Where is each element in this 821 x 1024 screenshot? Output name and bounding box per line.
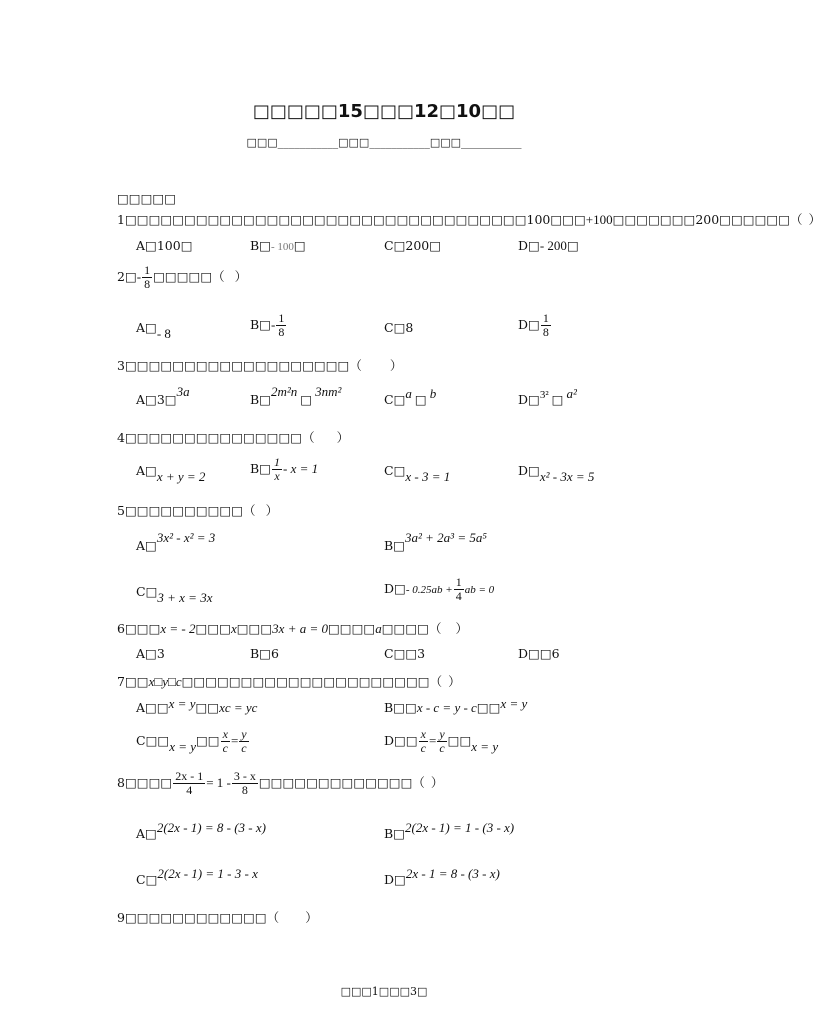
- option-value: - 8: [156, 326, 171, 341]
- q4-text: 4□□□□□□□□□□□□□□□（: [117, 430, 315, 445]
- option-term: 3nm²: [315, 384, 342, 399]
- q5-text: 5□□□□□□□□□□（: [117, 503, 256, 518]
- q6-option-b[interactable]: B□6: [250, 646, 279, 661]
- q3-option-b[interactable]: [250, 384, 342, 408]
- option-value: - 200: [539, 238, 567, 253]
- option-fraction: $\frac{1}{4}$: [455, 575, 462, 603]
- q1-text-a: 1□□□□□□□□□□□□□□□□□□□□□□□□□□□□□□□□□□100□□□: [117, 212, 586, 227]
- option-label: A□: [136, 320, 157, 335]
- q8-option-b[interactable]: [384, 820, 515, 842]
- q2-option-c[interactable]: C□8: [384, 320, 414, 335]
- q3-text: 3□□□□□□□□□□□□□□□□□□□（: [117, 358, 362, 373]
- option-label: A□: [136, 538, 157, 553]
- q7-text: 7□□: [117, 674, 149, 689]
- option-fraction: $\frac{1}{8}$: [542, 311, 549, 339]
- option-label: B□: [250, 461, 271, 476]
- question-6: [117, 619, 468, 637]
- q1-option-a[interactable]: A□100□: [136, 238, 193, 253]
- option-label: C□: [136, 872, 158, 887]
- q9-text: 9□□□□□□□□□□□□（: [117, 910, 280, 925]
- q6-text: □□□□（: [381, 621, 442, 636]
- option-label: A□: [136, 826, 157, 841]
- q3-option-c[interactable]: [384, 386, 437, 408]
- q5-option-a[interactable]: [136, 530, 216, 554]
- option-equation: 3a² + 2a³ = 5a⁵: [405, 530, 487, 545]
- option-term: 3²: [539, 389, 549, 401]
- option-label: D□: [384, 872, 406, 887]
- option-equation: 2(2x - 1) = 8 - (3 - x): [156, 820, 266, 835]
- q6-text: 6□□□: [117, 621, 161, 636]
- option-label: A□□: [136, 700, 169, 715]
- q7-option-c[interactable]: [136, 728, 250, 755]
- q8-option-d[interactable]: [384, 866, 500, 888]
- q6-math: a: [375, 621, 382, 636]
- q6-math: x = - 2: [160, 621, 196, 636]
- option-equation: x + y = 2: [156, 469, 206, 484]
- option-equation: 2(2x - 1) = 1 - 3 - x: [157, 866, 258, 881]
- option-sep: □: [300, 392, 313, 407]
- q8-close: ）: [430, 775, 444, 790]
- option-term: a²: [566, 386, 577, 401]
- option-label: D□: [518, 238, 540, 253]
- option-tail: □: [566, 238, 579, 253]
- section-heading: □□□□□: [117, 191, 177, 206]
- q9-close: ）: [305, 910, 318, 925]
- option-label: B□: [384, 826, 405, 841]
- q1-option-b[interactable]: [250, 238, 306, 253]
- q2-fraction: $\frac{1}{8}$: [144, 263, 151, 291]
- q6-math: 3x + a = 0: [272, 621, 328, 636]
- option-fraction: $\frac{y}{c}$: [241, 727, 247, 755]
- option-equation: 2x - 1 = 8 - (3 - x): [405, 866, 500, 881]
- option-equation: x = y: [471, 739, 499, 754]
- option-label: C□: [384, 392, 406, 407]
- q4-option-a[interactable]: [136, 463, 206, 484]
- option-term: a: [405, 386, 412, 401]
- option-label: B□: [384, 538, 405, 553]
- option-tail: □: [293, 238, 306, 253]
- q7-text: □□□□□□□□□□□□□□□□□□□□□（: [181, 674, 443, 689]
- option-fraction: $\frac{x}{c}$: [222, 727, 228, 755]
- option-term: 2m²n: [271, 384, 298, 399]
- q1-plus-value: +100: [585, 212, 613, 227]
- q3-option-a[interactable]: [136, 384, 190, 408]
- option-label: B□: [250, 238, 271, 253]
- q6-math: x: [230, 621, 237, 636]
- option-equation: x = y: [500, 696, 528, 711]
- page-title: □□□□□15□□□12□10□□: [252, 101, 516, 122]
- option-label: B□□: [384, 700, 417, 715]
- page-footer: □□□1□□□3□: [340, 985, 428, 998]
- q8-math: = 1 -: [206, 775, 231, 790]
- q3-close: ）: [389, 358, 403, 373]
- q8-option-c[interactable]: [136, 866, 258, 888]
- q6-text: □□□: [195, 621, 231, 636]
- question-5: [117, 501, 278, 519]
- q7-option-a[interactable]: [136, 696, 258, 716]
- option-equation: xc = yc: [219, 700, 258, 715]
- option-label: C□: [136, 584, 158, 599]
- option-equation: 2(2x - 1) = 1 - (3 - x): [405, 820, 515, 835]
- option-eq-sign: =: [230, 733, 239, 748]
- option-label: B□: [250, 317, 271, 332]
- q3-option-d[interactable]: [518, 386, 577, 408]
- q6-text: □□□□: [328, 621, 376, 636]
- option-equation: x = y: [168, 696, 196, 711]
- option-equation: x² - 3x = 5: [539, 469, 595, 484]
- option-label: D□: [518, 317, 540, 332]
- option-equation: ab = 0: [464, 584, 495, 596]
- option-term: b: [429, 386, 437, 401]
- option-equation: - 0.25ab +: [405, 584, 453, 596]
- option-fraction: $\frac{x}{c}$: [420, 727, 426, 755]
- question-1: [117, 210, 821, 228]
- question-9: [117, 908, 318, 926]
- option-label: B□: [250, 392, 271, 407]
- option-label: D□: [518, 392, 540, 407]
- option-equation: x = y: [169, 739, 196, 754]
- q5-option-d[interactable]: [384, 576, 494, 603]
- q1-option-c[interactable]: C□200□: [384, 238, 442, 253]
- option-label: A□3□: [136, 392, 177, 407]
- option-equation: x - 3 = 1: [405, 469, 451, 484]
- option-value: - 100: [271, 241, 294, 253]
- q6-option-a[interactable]: A□3: [136, 646, 165, 661]
- question-4: [117, 428, 349, 446]
- q5-close: ）: [265, 503, 279, 518]
- q4-option-c[interactable]: [384, 463, 451, 484]
- q7-math: x□y□c: [148, 674, 182, 689]
- q6-text: □□□: [236, 621, 273, 636]
- option-equation: 3 + x = 3x: [157, 590, 213, 605]
- q2-close: ）: [234, 269, 248, 284]
- option-fraction: $\frac{1}{x}$: [274, 455, 280, 483]
- option-sep: □□: [196, 733, 220, 748]
- q8-fraction: $\frac{2x - 1}{4}$: [175, 769, 204, 797]
- option-label: D□□: [384, 733, 418, 748]
- q7-option-d[interactable]: [384, 728, 498, 755]
- q1-close: ）: [808, 212, 821, 227]
- q4-option-b[interactable]: [250, 456, 318, 483]
- option-eq-sign: =: [428, 733, 437, 748]
- q2-prefix: 2□: [117, 269, 137, 284]
- q4-option-d[interactable]: [518, 463, 595, 484]
- q5-option-b[interactable]: [384, 530, 487, 554]
- option-label: A□: [136, 463, 157, 478]
- question-8: [117, 770, 443, 797]
- q8-fraction: $\frac{3 - x}{8}$: [233, 769, 256, 797]
- option-equation: 3x² - x² = 3: [156, 530, 216, 545]
- q8-text: 8□□□□: [117, 775, 173, 790]
- option-label: D□: [518, 463, 540, 478]
- q6-option-c[interactable]: C□□3: [384, 646, 426, 661]
- option-sep: □: [551, 392, 564, 407]
- option-term: 3a: [176, 384, 190, 399]
- option-label: D□: [384, 581, 406, 596]
- question-7: [117, 672, 461, 690]
- q2-option-a[interactable]: [136, 320, 171, 341]
- q8-option-a[interactable]: [136, 820, 266, 842]
- q2-text: □□□□□（: [153, 269, 225, 284]
- option-sep: □: [414, 392, 427, 407]
- question-3: [117, 356, 402, 374]
- q4-close: ）: [336, 430, 350, 445]
- option-label: C□□: [136, 733, 170, 748]
- q6-option-d[interactable]: D□□6: [518, 646, 560, 661]
- student-info-line: □□□___________□□□___________□□□___________: [246, 136, 522, 149]
- q6-close: ）: [455, 621, 469, 636]
- option-sep: □□: [476, 700, 501, 715]
- q1-text-b: □□□□□□□200□□□□□□（: [612, 212, 803, 227]
- q2-option-d[interactable]: [518, 312, 552, 339]
- q7-close: ）: [448, 674, 461, 689]
- q7-option-b[interactable]: [384, 696, 528, 716]
- q5-option-c[interactable]: [136, 584, 213, 605]
- q8-text: □□□□□□□□□□□□□（: [258, 775, 425, 790]
- option-equation: - x = 1: [283, 461, 319, 476]
- option-fraction: $\frac{y}{c}$: [439, 727, 445, 755]
- option-fraction: $\frac{1}{8}$: [278, 311, 285, 339]
- q2-option-b[interactable]: B□- $\frac{1}{8}$: [250, 311, 285, 339]
- option-equation: x - c = y - c: [416, 700, 477, 715]
- option-sep: □□: [447, 733, 472, 748]
- option-label: C□: [384, 463, 406, 478]
- q1-option-d[interactable]: [518, 238, 579, 254]
- question-2: 2□- $\frac{1}{8}$ □□□□□（ ）: [117, 263, 248, 291]
- option-sep: □□: [195, 700, 220, 715]
